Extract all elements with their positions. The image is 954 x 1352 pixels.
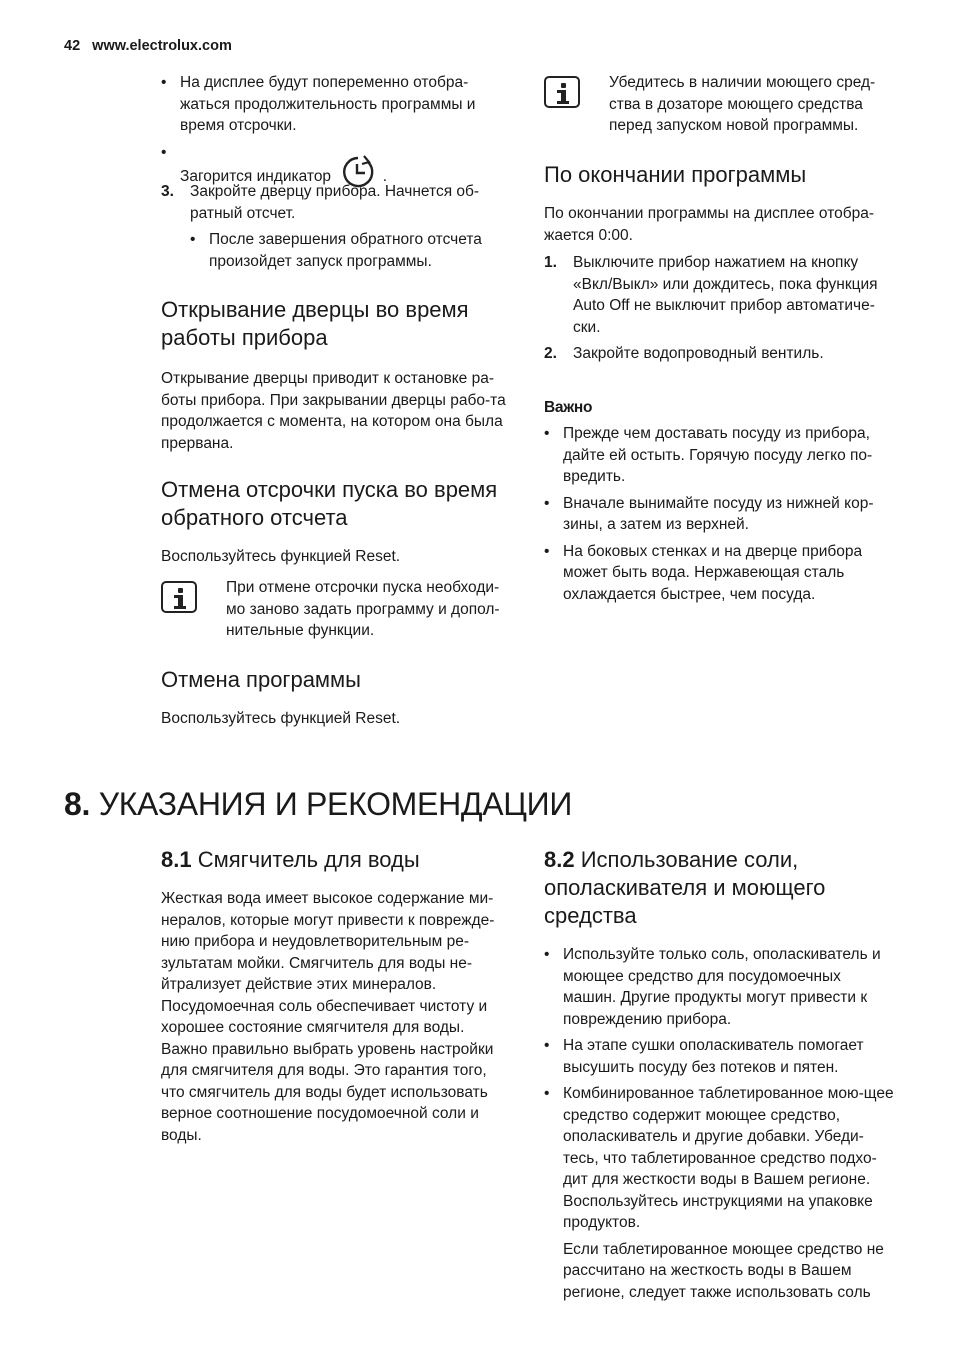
section-program-end (544, 161, 896, 365)
list-item: • На дисплее будут попеременно отобра-жаться продолжительность программы и время отсрочки. (161, 72, 513, 137)
list-item: • На этапе сушки ополаскиватель помогает высушить посуду без потеков и пятен. (544, 1035, 896, 1078)
step-3 (161, 181, 513, 277)
section-text: Открывание дверцы приводит к остановке ра-боты прибора. При закрывании дверцы рабо-та продолжается с момента, на котором она была прервана. (161, 370, 506, 452)
chapter-number: 8. (64, 786, 91, 822)
section-title: Использование соли, ополаскивателя и моющего средства (544, 847, 826, 928)
step-number: 3. (161, 183, 174, 200)
info-note-detergent (544, 72, 896, 137)
section-cancel-delay (161, 476, 513, 568)
list-item: • Вначале вынимайте посуду из нижней кор-зины, а затем из верхней. (544, 493, 896, 536)
site-url[interactable]: www.electrolux.com (92, 38, 232, 54)
section-8-2 (544, 846, 896, 1303)
chapter-title (64, 786, 572, 823)
section-title: По окончании программы (544, 162, 807, 187)
section-8-1 (161, 846, 513, 1146)
important-label: Важно (544, 399, 593, 416)
section-text: Воспользуйтесь функцией Reset. (161, 710, 401, 727)
section-text: Воспользуйтесь функцией Reset. (161, 548, 401, 565)
section-title: Отмена отсрочки пуска во время обратного отсчета (161, 477, 498, 530)
page-number: 42 (64, 38, 81, 54)
list-item: • Загорится индикатор . (161, 142, 513, 196)
list-item: • Комбинированное таблетированное мою-щее средство содержит моющее средство, ополаскиватель и другие добавки. Убеди-тесь, что таблетированное средство подхо-дит для жесткости воды в Вашем регионе. Воспользуйтесь инструкциями на упаковке продуктов. (544, 1083, 896, 1234)
section-number: 8.2 (544, 847, 575, 872)
section-cancel-program (161, 666, 513, 730)
info-text: При отмене отсрочки пуска необходи-мо заново задать программу и допол-нительные функции. (226, 579, 500, 639)
list-item: • На боковых стенках и на дверце прибора может быть вода. Нержавеющая сталь охлаждается быстрее, чем посуда. (544, 541, 896, 606)
step-text: Закройте дверцу прибора. Начнется об-ратный отсчет. (190, 183, 480, 222)
info-text: Убедитесь в наличии моющего сред-ства в дозаторе моющего средства перед запуском новой программы. (609, 74, 876, 134)
page-header (64, 38, 232, 54)
section-title: Смягчитель для воды (197, 847, 420, 872)
info-icon (161, 581, 197, 613)
important-block (544, 399, 896, 610)
list-item: • Прежде чем доставать посуду из прибора, дайте ей остыть. Горячую посуду легко по-вредить. (544, 423, 896, 488)
list-item: • Используйте только соль, ополаскиватель и моющее средство для посудомоечных машин. Другие продукты могут привести к повреждению прибора. (544, 944, 896, 1030)
section-text: Жесткая вода имеет высокое содержание ми-нералов, которые могут привести к поврежде-нию прибора и неудовлетворительным ре-зультатам мойки. Смягчитель для воды не-йтрализует действие этих минералов. Посудомоечная соль обеспечивает чистоту и хорошее состояние смягчителя для воды. Важно правильно выбрать уровень настройки для смягчителя для воды. Это гарантия того, что смягчитель для воды будет использовать верное соотношение посудомоечной соли и воды. (161, 890, 495, 1144)
info-icon (544, 76, 580, 108)
info-note-cancel-delay (161, 577, 513, 642)
step-2: 2. Закройте водопроводный вентиль. (544, 345, 824, 362)
continuation-text: Если таблетированное моющее средство не рассчитано на жесткость воды в Вашем регионе, следует также использовать соль (563, 1240, 884, 1301)
section-title: Отмена программы (161, 667, 361, 692)
list-item: • После завершения обратного отсчета произойдет запуск программы. (190, 229, 513, 272)
section-door-open (161, 296, 513, 454)
section-title: Открывание дверцы во время работы прибора (161, 297, 469, 350)
section-text: По окончании программы на дисплее отобра-жается 0:00. (544, 205, 875, 244)
chapter-title-text: УКАЗАНИЯ И РЕКОМЕНДАЦИИ (98, 786, 573, 822)
step-1: 1. Выключите прибор нажатием на кнопку «Вкл/Выкл» или дождитесь, пока функция Auto Off не выключит прибор автоматиче-ски. (544, 254, 878, 336)
section-number: 8.1 (161, 847, 192, 872)
